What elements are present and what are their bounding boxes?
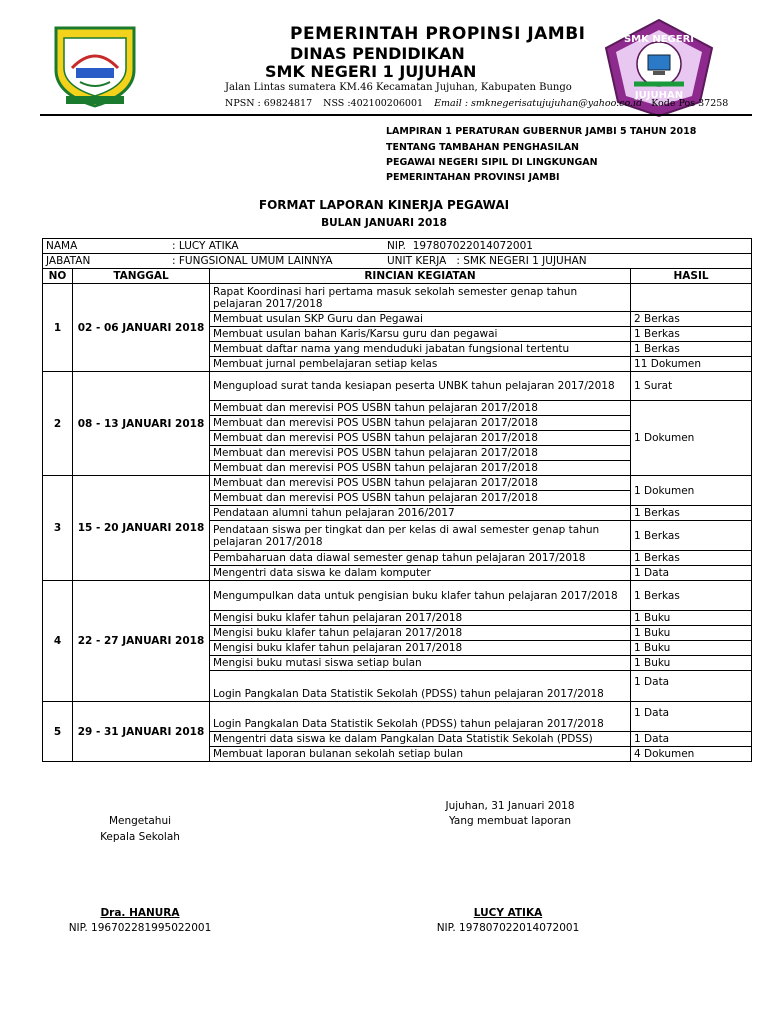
jabatan-label: JABATAN [46,255,91,267]
result: 1 Berkas [631,581,752,611]
activity: Mengisi buku klafer tahun pelajaran 2017/2018 [210,641,631,656]
activity: Membuat daftar nama yang menduduki jabatan fungsional tertentu [210,342,631,357]
info-row [43,239,752,254]
activity: Membuat usulan bahan Karis/Karsu guru dan pegawai [210,327,631,342]
result: 1 Surat [631,372,752,401]
header-agency: DINAS PENDIDIKAN [290,44,465,63]
nip-label: NIP. [387,240,406,252]
result: 1 Berkas [631,521,752,551]
row-no: 4 [43,581,73,702]
result: 1 Data [631,702,752,732]
header-ids [225,98,736,109]
table-row [43,581,752,611]
signature-maker-label: Yang membuat laporan [448,815,572,827]
result [631,284,752,312]
nss: NSS :402100206001 [323,98,424,109]
result: 1 Buku [631,626,752,641]
result: 1 Berkas [631,327,752,342]
signature-head-nip: NIP. 196702281995022001 [68,922,212,934]
info-row [43,254,752,269]
activity: Membuat laporan bulanan sekolah setiap bulan [210,747,631,762]
result: 11 Dokumen [631,357,752,372]
result: 1 Data [631,566,752,581]
lampiran-line: PEGAWAI NEGERI SIPIL DI LINGKUNGAN [386,157,598,168]
row-no: 3 [43,476,73,581]
unit-label: UNIT KERJA [387,255,447,267]
result: 2 Berkas [631,312,752,327]
logo-text-top: SMK NEGERI [623,34,695,45]
jabatan-value: : FUNGSIONAL UMUM LAINNYA [172,255,333,267]
signature-head-name: Dra. HANURA [100,907,180,919]
unit-value: : SMK NEGERI 1 JUJUHAN [456,255,587,267]
row-date: 02 - 06 JANUARI 2018 [73,284,210,372]
row-date: 22 - 27 JANUARI 2018 [73,581,210,702]
signature-maker-nip: NIP. 197807022014072001 [436,922,580,934]
activity: Membuat dan merevisi POS USBN tahun pelajaran 2017/2018 [210,416,631,431]
row-no: 1 [43,284,73,372]
activity: Membuat dan merevisi POS USBN tahun pelajaran 2017/2018 [210,431,631,446]
table-row [43,372,752,401]
table-row [43,702,752,732]
activity: Membuat dan merevisi POS USBN tahun pelajaran 2017/2018 [210,461,631,476]
activity: Mengupload surat tanda kesiapan peserta UNBK tahun pelajaran 2017/2018 [210,372,631,401]
activity: Mengumpulkan data untuk pengisian buku klafer tahun pelajaran 2017/2018 [210,581,631,611]
table-row [43,284,752,312]
activity: Pendataan siswa per tingkat dan per kelas di awal semester genap tahun pelajaran 2017/2018 [210,521,631,551]
logo-text-bottom: JUJUHAN [634,90,684,101]
result: 1 Dokumen [631,476,752,506]
signature-place-date: Jujuhan, 31 Januari 2018 [445,800,575,812]
row-date: 08 - 13 JANUARI 2018 [73,372,210,476]
report-table [42,238,752,762]
activity: Login Pangkalan Data Statistik Sekolah (PDSS) tahun pelajaran 2017/2018 [210,671,631,702]
row-no: 2 [43,372,73,476]
result: 1 Buku [631,641,752,656]
activity: Membuat usulan SKP Guru dan Pegawai [210,312,631,327]
signature-head-label: Kepala Sekolah [100,831,180,843]
nama-label: NAMA [46,240,78,252]
activity: Membuat dan merevisi POS USBN tahun pelajaran 2017/2018 [210,401,631,416]
result: 1 Data [631,671,752,702]
header-address: Jalan Lintas sumatera KM.46 Kecamatan Jujuhan, Kabupaten Bungo [225,82,572,93]
result: 1 Berkas [631,551,752,566]
result: 1 Berkas [631,506,752,521]
signature-maker-name: LUCY ATIKA [473,907,543,919]
npsn: NPSN : 69824817 [225,98,313,109]
activity: Membuat dan merevisi POS USBN tahun pelajaran 2017/2018 [210,491,631,506]
activity: Mengentri data siswa ke dalam Pangkalan Data Statistik Sekolah (PDSS) [210,732,631,747]
col-rincian: RINCIAN KEGIATAN [210,269,631,284]
activity: Membuat jurnal pembelajaran setiap kelas [210,357,631,372]
result: 1 Berkas [631,342,752,357]
result: 1 Data [631,732,752,747]
kode-pos: Kode Pos 37258 [651,98,729,109]
lampiran-line: PEMERINTAHAN PROVINSI JAMBI [386,172,560,183]
activity: Mengentri data siswa ke dalam komputer [210,566,631,581]
col-hasil: HASIL [631,269,752,284]
result: 4 Dokumen [631,747,752,762]
report-title: FORMAT LAPORAN KINERJA PEGAWAI [258,198,510,212]
report-subtitle: BULAN JANUARI 2018 [321,217,447,229]
row-date: 29 - 31 JANUARI 2018 [73,702,210,762]
result: 1 Buku [631,656,752,671]
activity: Login Pangkalan Data Statistik Sekolah (PDSS) tahun pelajaran 2017/2018 [210,702,631,732]
signature-know-label: Mengetahui [108,815,172,827]
result: 1 Buku [631,611,752,626]
lampiran-line: LAMPIRAN 1 PERATURAN GUBERNUR JAMBI 5 TAHUN 2018 [386,126,697,137]
activity: Membuat dan merevisi POS USBN tahun pelajaran 2017/2018 [210,476,631,491]
row-date: 15 - 20 JANUARI 2018 [73,476,210,581]
activity: Pendataan alumni tahun pelajaran 2016/2017 [210,506,631,521]
col-no: NO [43,269,73,284]
jambi-province-logo [50,24,140,108]
activity: Membuat dan merevisi POS USBN tahun pelajaran 2017/2018 [210,446,631,461]
activity: Mengisi buku klafer tahun pelajaran 2017/2018 [210,611,631,626]
nip-value: 197807022014072001 [412,240,533,252]
activity: Pembaharuan data diawal semester genap tahun pelajaran 2017/2018 [210,551,631,566]
header-divider [40,114,752,116]
activity: Mengisi buku mutasi siswa setiap bulan [210,656,631,671]
row-no: 5 [43,702,73,762]
nama-value: : LUCY ATIKA [172,240,239,252]
table-header [43,269,752,284]
email-label: Email : [434,98,469,109]
header-province: PEMERINTAH PROPINSI JAMBI [290,24,586,44]
header-school: SMK NEGERI 1 JUJUHAN [265,62,477,81]
activity: Rapat Koordinasi hari pertama masuk sekolah semester genap tahun pelajaran 2017/2018 [210,284,631,312]
lampiran-line: TENTANG TAMBAHAN PENGHASILAN [386,142,580,153]
email: smknegerisatujujuhan@yahoo.co.id [471,98,643,109]
result: 1 Dokumen [631,401,752,476]
table-row [43,476,752,491]
activity: Mengisi buku klafer tahun pelajaran 2017/2018 [210,626,631,641]
col-tanggal: TANGGAL [73,269,210,284]
